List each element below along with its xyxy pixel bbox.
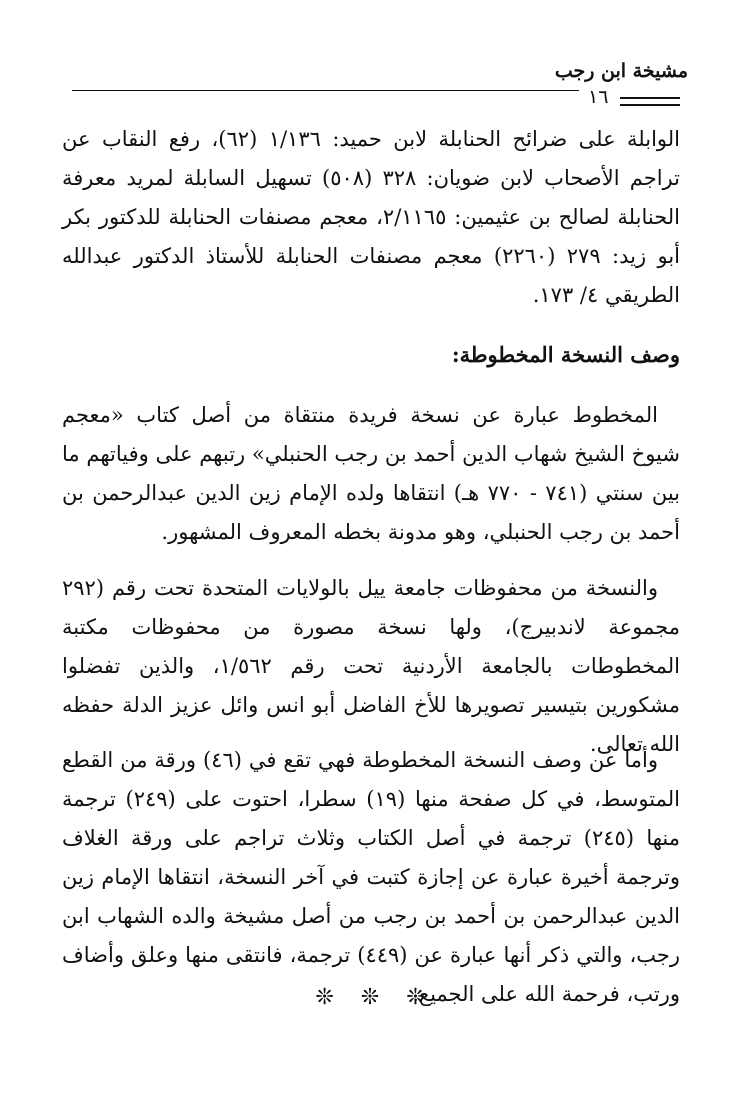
running-title: مشيخة ابن رجب xyxy=(554,60,688,82)
paragraph-1-text: الوابلة على ضرائح الحنابلة لابن حميد: ١/١٣٦ (٦٢)، رفع النقاب عن تراجم الأصحاب لابن ضويان: ٣٢٨ (٥٠٨) تسهيل السابلة لمريد معرفة الحنابلة لصالح بن عثيمين: ٢/١١٦٥، معجم مصنفات الحنابلة للدكتور بكر أبو زيد: ٢٧٩ (٢٢٦٠) معجم مصنفات الحنابلة للأستاذ الدكتور عبدالله الطريقي ٤/ ١٧٣. xyxy=(62,127,681,307)
paragraph-manuscript-location xyxy=(62,569,680,764)
page-number: ١٦ xyxy=(588,86,609,108)
section-heading: وصف النسخة المخطوطة: xyxy=(451,342,680,367)
paragraph-4-text: وأما عن وصف النسخة المخطوطة فهي تقع في (٤٦) ورقة من القطع المتوسط، في كل صفحة منها (١٩) سطرا، احتوت على (٢٤٩) ترجمة منها (٢٤٥) ترجمة في أصل الكتاب وثلاث تراجم على ورقة الغلاف وترجمة أخيرة عبارة عن إجازة كتبت في آخر النسخة، انتقاها الإمام زين الدين عبدالرحمن بن أحمد بن رجب من أصل مشيخة والده الشهاب ابن رجب، والتي ذكر أنها عبارة عن (٤٤٩) ترجمة، فانتقى منها وعلق وأضاف ورتب، فرحمة الله على الجميع. xyxy=(62,748,680,1006)
paragraph-manuscript-description xyxy=(62,741,680,1014)
section-end-ornament: ❊ ❊ ❊ xyxy=(315,985,435,1010)
header-rule xyxy=(72,90,579,91)
paragraph-sources xyxy=(62,120,680,315)
header-ornament-rule-1 xyxy=(620,97,680,99)
header-ornament-rule-2 xyxy=(620,104,680,106)
paragraph-manuscript-origin xyxy=(62,396,680,552)
paragraph-2-text: المخطوط عبارة عن نسخة فريدة منتقاة من أصل كتاب «معجم شيوخ الشيخ شهاب الدين أحمد بن رجب الحنبلي» رتبهم على وفياتهم ما بين سنتي (٧٤١ - ٧٧٠ هـ) انتقاها ولده الإمام زين الدين عبدالرحمن بن أحمد بن رجب الحنبلي، وهو مدونة بخطه المعروف المشهور. xyxy=(62,403,681,544)
paragraph-3-text: والنسخة من محفوظات جامعة ييل بالولايات المتحدة تحت رقم (٢٩٢ مجموعة لاندبيرج)، ولها نسخة مصورة من محفوظات مكتبة المخطوطات بالجامعة الأردنية تحت رقم ١/٥٦٢، والذين تفضلوا مشكورين بتيسير تصويرها للأخ الفاضل أبو انس وائل عزيز الدلة حفظه الله تعالى. xyxy=(62,576,681,756)
